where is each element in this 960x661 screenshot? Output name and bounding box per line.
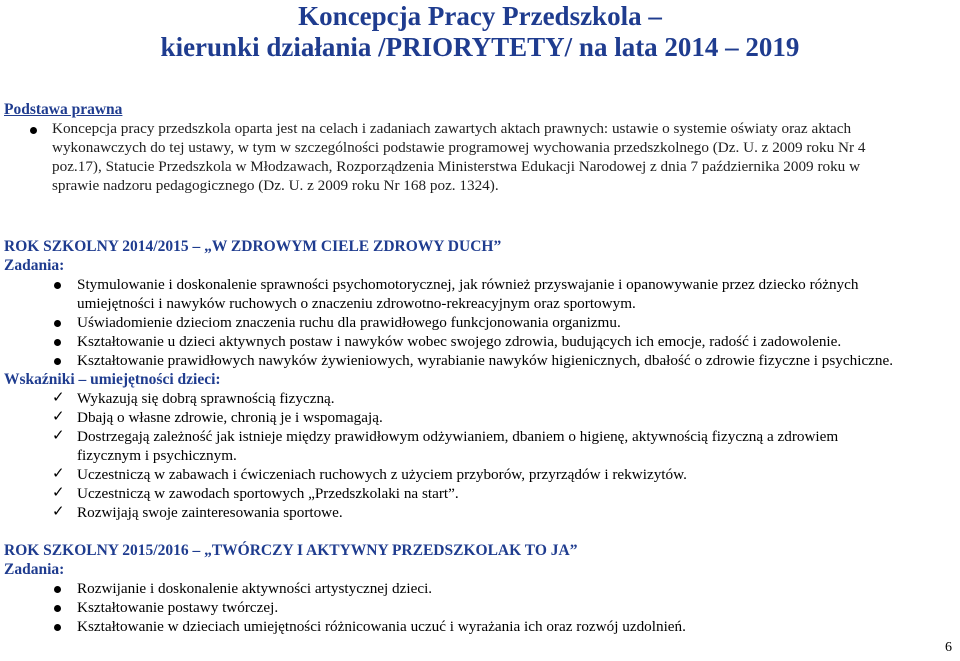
indicator-5: Uczestniczą w zawodach sportowych „Przedszkolaki na start”. bbox=[77, 485, 459, 502]
year-2015-tasks-label: Zadania: bbox=[4, 561, 65, 578]
bullet-icon bbox=[54, 605, 61, 612]
legal-line-3: poz.17), Statucie Przedszkola w Młodzawach, Rozporządzenia Ministerstwa Edukacji Narodowej z dnia 7 października 2009 roku w bbox=[52, 158, 861, 175]
page-title-line-1: Koncepcja Pracy Przedszkola – bbox=[298, 1, 662, 31]
bullet-icon bbox=[54, 339, 61, 346]
bullet-icon bbox=[54, 624, 61, 631]
year-2014-task-2: Uświadomienie dzieciom znaczenia ruchu dla prawidłowego funkcjonowania organizmu. bbox=[77, 314, 621, 331]
bullet-icon bbox=[30, 127, 37, 134]
year-2014-task-3: Kształtowanie u dzieci aktywnych postaw i nawyków wobec swojego zdrowia, budujących ich emocje, radość i zadowolenie. bbox=[77, 333, 842, 350]
checkmark-icon: ✓ bbox=[52, 485, 65, 501]
year-2014-task-4: Kształtowanie prawidłowych nawyków żywieniowych, wyrabianie nawyków higienicznych, dbałość o zdrowie fizyczne i psychiczne. bbox=[77, 352, 894, 369]
page-title-line-2: kierunki działania /PRIORYTETY/ na lata 2014 – 2019 bbox=[160, 32, 800, 62]
year-2014-tasks-label: Zadania: bbox=[4, 257, 65, 274]
checkmark-icon: ✓ bbox=[52, 390, 65, 406]
legal-line-2: wykonawczych do tej ustawy, w tym w szczególności podstawie programowej wychowania przedszkolnego (Dz. U. z 2009 roku Nr 4 bbox=[52, 139, 866, 156]
year-2015-task-3: Kształtowanie w dzieciach umiejętności różnicowania uczuć i wyrażania ich oraz rozwój uzdolnień. bbox=[77, 618, 686, 635]
indicator-4: Uczestniczą w zabawach i ćwiczeniach ruchowych z użyciem przyborów, przyrządów i rekwizytów. bbox=[77, 466, 687, 483]
year-2014-task-1-cont: umiejętności i nawyków ruchowych o znaczeniu zdrowotno-rekreacyjnym oraz sportowym. bbox=[77, 295, 636, 312]
bullet-icon bbox=[54, 358, 61, 365]
checkmark-icon: ✓ bbox=[52, 466, 65, 482]
page-number: 6 bbox=[945, 640, 952, 655]
year-2014-task-1: Stymulowanie i doskonalenie sprawności psychomotorycznej, jak również przyswajanie i opanowywanie przez dziecko różnych bbox=[77, 276, 859, 293]
year-2014-heading: ROK SZKOLNY 2014/2015 – „W ZDROWYM CIELE ZDROWY DUCH” bbox=[4, 238, 502, 255]
legal-basis-heading: Podstawa prawna bbox=[4, 101, 123, 118]
indicator-1: Wykazują się dobrą sprawnością fizyczną. bbox=[77, 390, 335, 407]
checkmark-icon: ✓ bbox=[52, 428, 65, 444]
indicator-3: Dostrzegają zależność jak istnieje między prawidłowym odżywianiem, dbaniem o higienę, aktywnością fizyczną a zdrowiem bbox=[77, 428, 839, 445]
year-2014-indicators-label: Wskaźniki – umiejętności dzieci: bbox=[4, 371, 221, 388]
checkmark-icon: ✓ bbox=[52, 409, 65, 425]
year-2015-task-2: Kształtowanie postawy twórczej. bbox=[77, 599, 279, 616]
checkmark-icon: ✓ bbox=[52, 504, 65, 520]
year-2015-heading: ROK SZKOLNY 2015/2016 – „TWÓRCZY I AKTYWNY PRZEDSZKOLAK TO JA” bbox=[4, 542, 578, 559]
legal-line-1: Koncepcja pracy przedszkola oparta jest na celach i zadaniach zawartych aktach prawnych: ustawie o systemie oświaty oraz aktach bbox=[52, 120, 852, 137]
year-2015-task-1: Rozwijanie i doskonalenie aktywności artystycznej dzieci. bbox=[77, 580, 433, 597]
bullet-icon bbox=[54, 282, 61, 289]
indicator-3-cont: fizycznym i psychicznym. bbox=[77, 447, 237, 464]
bullet-icon bbox=[54, 586, 61, 593]
legal-line-4: sprawie nadzoru pedagogicznego (Dz. U. z 2009 roku Nr 168 poz. 1324). bbox=[52, 177, 499, 194]
bullet-icon bbox=[54, 320, 61, 327]
indicator-6: Rozwijają swoje zainteresowania sportowe. bbox=[77, 504, 343, 521]
indicator-2: Dbają o własne zdrowie, chronią je i wspomagają. bbox=[77, 409, 383, 426]
